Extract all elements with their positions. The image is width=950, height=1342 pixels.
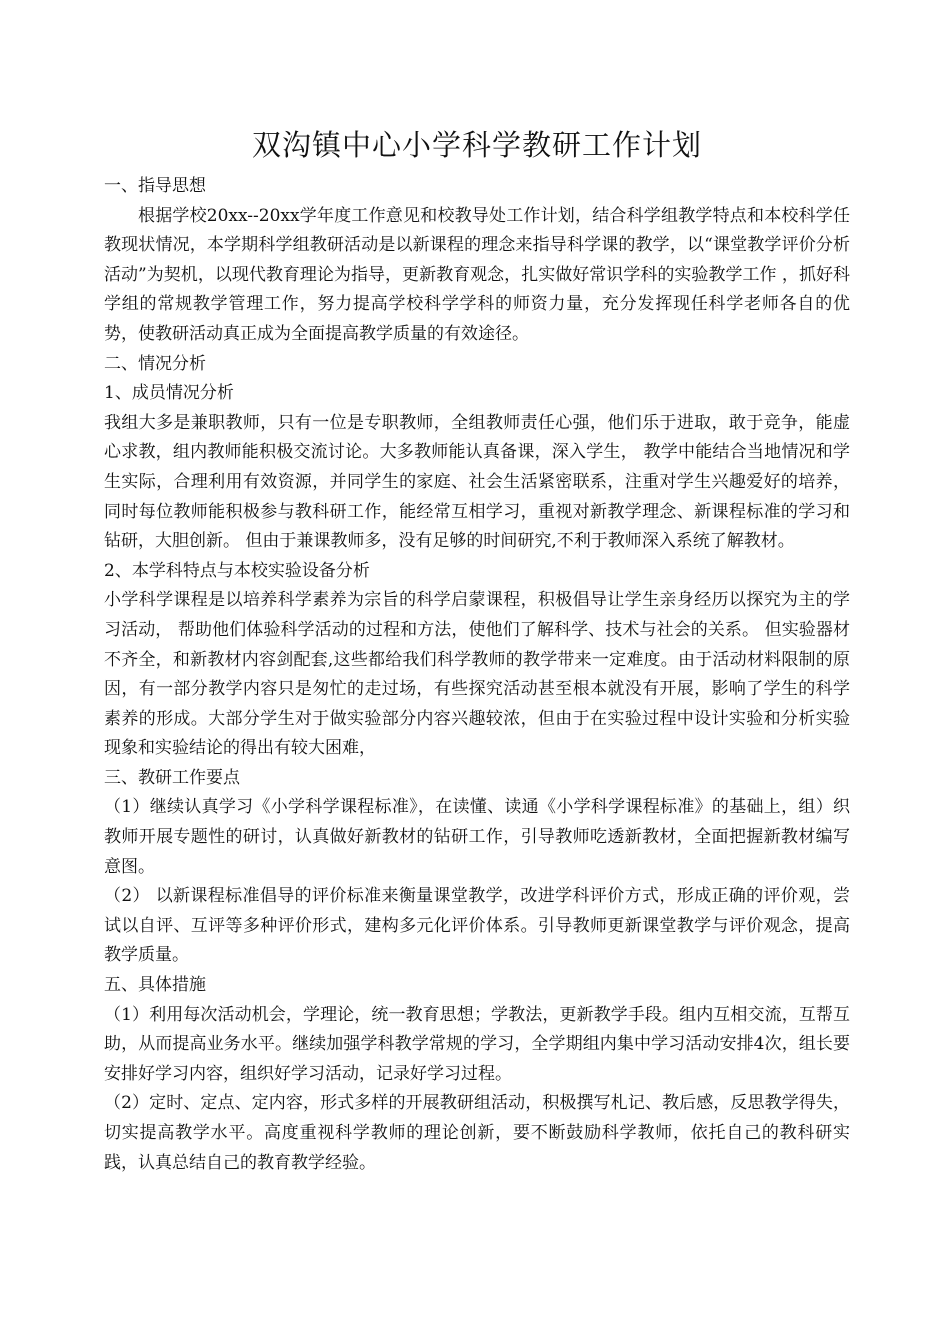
subheading-member-analysis: 1、成员情况分析 (104, 383, 234, 404)
document-title: 双沟镇中心小学科学教研工作计划 (251, 128, 702, 162)
paragraph-measure-2: （2）定时、定点、定内容，形式多样的开展教研组活动，积极撰写札记、教后感，反思教学得失，切实提高教学水平。高度重视科学教师的理论创新，要不断鼓励科学教师，依托自己的教科研实践，认真总结自己的教育教学经验。 (104, 1093, 850, 1173)
section-heading-key-points: 三、教研工作要点 (104, 767, 240, 788)
section-heading-situation-analysis: 二、情况分析 (104, 353, 206, 374)
paragraph-member-analysis: 我组大多是兼职教师，只有一位是专职教师，全组教师责任心强，他们乐于进取，敢于竞争，能虚心求教，组内教师能积极交流讨论。大多教师能认真备课，深入学生， 教学中能结合当地情况和学生实际，合理利用有效资源，并同学生的家庭、社会生活紧密联系，注重对学生兴趣爱好的培养，同时每位教师能积极参与教科研工作，能经常互相学习，重视对新教学理念、新课程标准的学习和钻研，大胆创新。 但由于兼课教师多，没有足够的时间研究,不利于教师深入系统了解教材。 (104, 412, 850, 552)
section-heading-measures: 五、具体措施 (104, 975, 206, 996)
subheading-subject-equipment-analysis: 2、本学科特点与本校实验设备分析 (104, 560, 370, 581)
paragraph-subject-equipment-analysis: 小学科学课程是以培养科学素养为宗旨的科学启蒙课程，积极倡导让学生亲身经历以探究为主的学习活动， 帮助他们体验科学活动的过程和方法，使他们了解科学、技术与社会的关系。 但实验器材不齐全，和新教材内容剑配套,这些都给我们科学教师的教学带来一定难度。由于活动材料限制的原因，有一部分教学内容只是匆忙的走过场，有些探究活动甚至根本就没有开展，影响了学生的科学素养的形成。大部分学生对于做实验部分内容兴趣较浓，但由于在实验过程中设计实验和分析实验现象和实验结论的得出有较大困难， (104, 590, 850, 759)
paragraph-key-point-2: （2） 以新课程标准倡导的评价标准来衡量课堂教学，改进学科评价方式，形成正确的评价观，尝试以自评、互评等多种评价形式，建构多元化评价体系。引导教师更新课堂教学与评价观念，提高教学质量。 (104, 886, 850, 966)
paragraph-measure-1: （1）利用每次活动机会，学理论，统一教育思想；学教法，更新教学手段。组内互相交流，互帮互助，从而提高业务水平。继续加强学科教学常规的学习，全学期组内集中学习活动安排4次，组长要安排好学习内容，组织好学习活动，记录好学习过程。 (104, 1004, 850, 1084)
paragraph-guiding-ideology: 根据学校20xx--20xx学年度工作意见和校教导处工作计划，结合科学组教学特点和本校科学任教现状情况，本学期科学组教研活动是以新课程的理念来指导科学课的教学，以“课堂教学评价分析活动”为契机，以现代教育理论为指导，更新教育观念，扎实做好常识学科的实验教学工作 ，抓好科学组的常规教学管理工作，努力提高学校科学学科的师资力量，充分发挥现任科学老师各自的优势，使教研活动真正成为全面提高教学质量的有效途径。 (104, 205, 850, 344)
paragraph-key-point-1: （1）继续认真学习《小学科学课程标准》，在读懂、读通《小学科学课程标准》的基础上，组）织教师开展专题性的研讨，认真做好新教材的钻研工作，引导教师吃透新教材，全面把握新教材编写意图。 (104, 797, 850, 877)
document-page (104, 120, 850, 1178)
section-heading-guiding-ideology: 一、指导思想 (104, 176, 206, 196)
